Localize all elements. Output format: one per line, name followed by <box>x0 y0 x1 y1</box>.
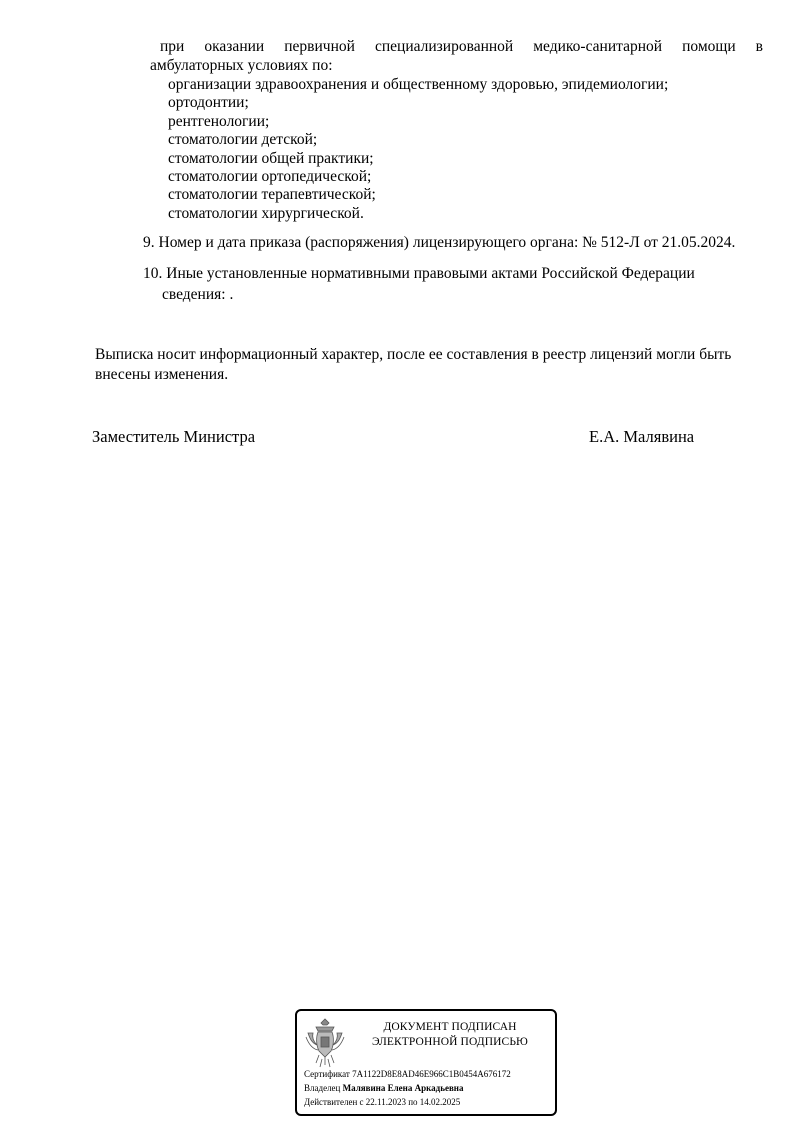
section-intro-line2: амбулаторных условиях по: <box>150 57 333 74</box>
item-10-line1: 10. Иные установленные нормативными правовыми актами Российской Федерации <box>143 265 695 282</box>
stamp-heading <box>355 1020 545 1050</box>
specialty-list <box>168 76 668 223</box>
signatory-position: Заместитель Министра <box>92 427 256 446</box>
stamp-heading-line1: ДОКУМЕНТ ПОДПИСАН <box>383 1021 517 1033</box>
list-item: рентгенологии; <box>168 112 270 130</box>
electronic-signature-stamp <box>295 1009 557 1116</box>
certificate-label: Сертификат <box>304 1069 350 1079</box>
owner-label: Владелец <box>304 1083 341 1093</box>
list-item: организации здравоохранения и общественному здоровью, эпидемиологии; <box>168 76 669 93</box>
item-10-line2: сведения: . <box>162 286 234 303</box>
owner-value: Малявина Елена Аркадьевна <box>342 1083 464 1093</box>
stamp-heading-line2: ЭЛЕКТРОННОЙ ПОДПИСЬЮ <box>372 1036 528 1048</box>
owner-line <box>304 1083 464 1094</box>
validity-label: Действителен <box>304 1097 358 1107</box>
signatory-name: Е.А. Малявина <box>589 427 695 446</box>
validity-line <box>304 1097 460 1108</box>
certificate-line <box>304 1069 511 1080</box>
note-line2: внесены изменения. <box>95 366 229 383</box>
item-9: 9. Номер и дата приказа (распоряжения) лицензирующего органа: № 512-Л от 21.05.2024. <box>143 234 736 251</box>
certificate-value: 7A1122D8E8AD46E966C1B0454A676172 <box>352 1069 511 1079</box>
validity-value: с 22.11.2023 по 14.02.2025 <box>359 1097 461 1107</box>
list-item: стоматологии терапевтической; <box>168 186 376 204</box>
section-intro-line1: при оказании первичной специализированной медико-санитарной помощи в <box>160 38 763 55</box>
list-item: стоматологии ортопедической; <box>168 168 372 186</box>
list-item: стоматологии общей практики; <box>168 149 374 167</box>
list-item: стоматологии хирургической. <box>168 204 364 222</box>
list-item: ортодонтии; <box>168 94 249 112</box>
note-line1: Выписка носит информационный характер, после ее составления в реестр лицензий могли быть <box>95 346 732 363</box>
list-item: стоматологии детской; <box>168 131 318 149</box>
coat-of-arms-emblem <box>304 1017 346 1069</box>
